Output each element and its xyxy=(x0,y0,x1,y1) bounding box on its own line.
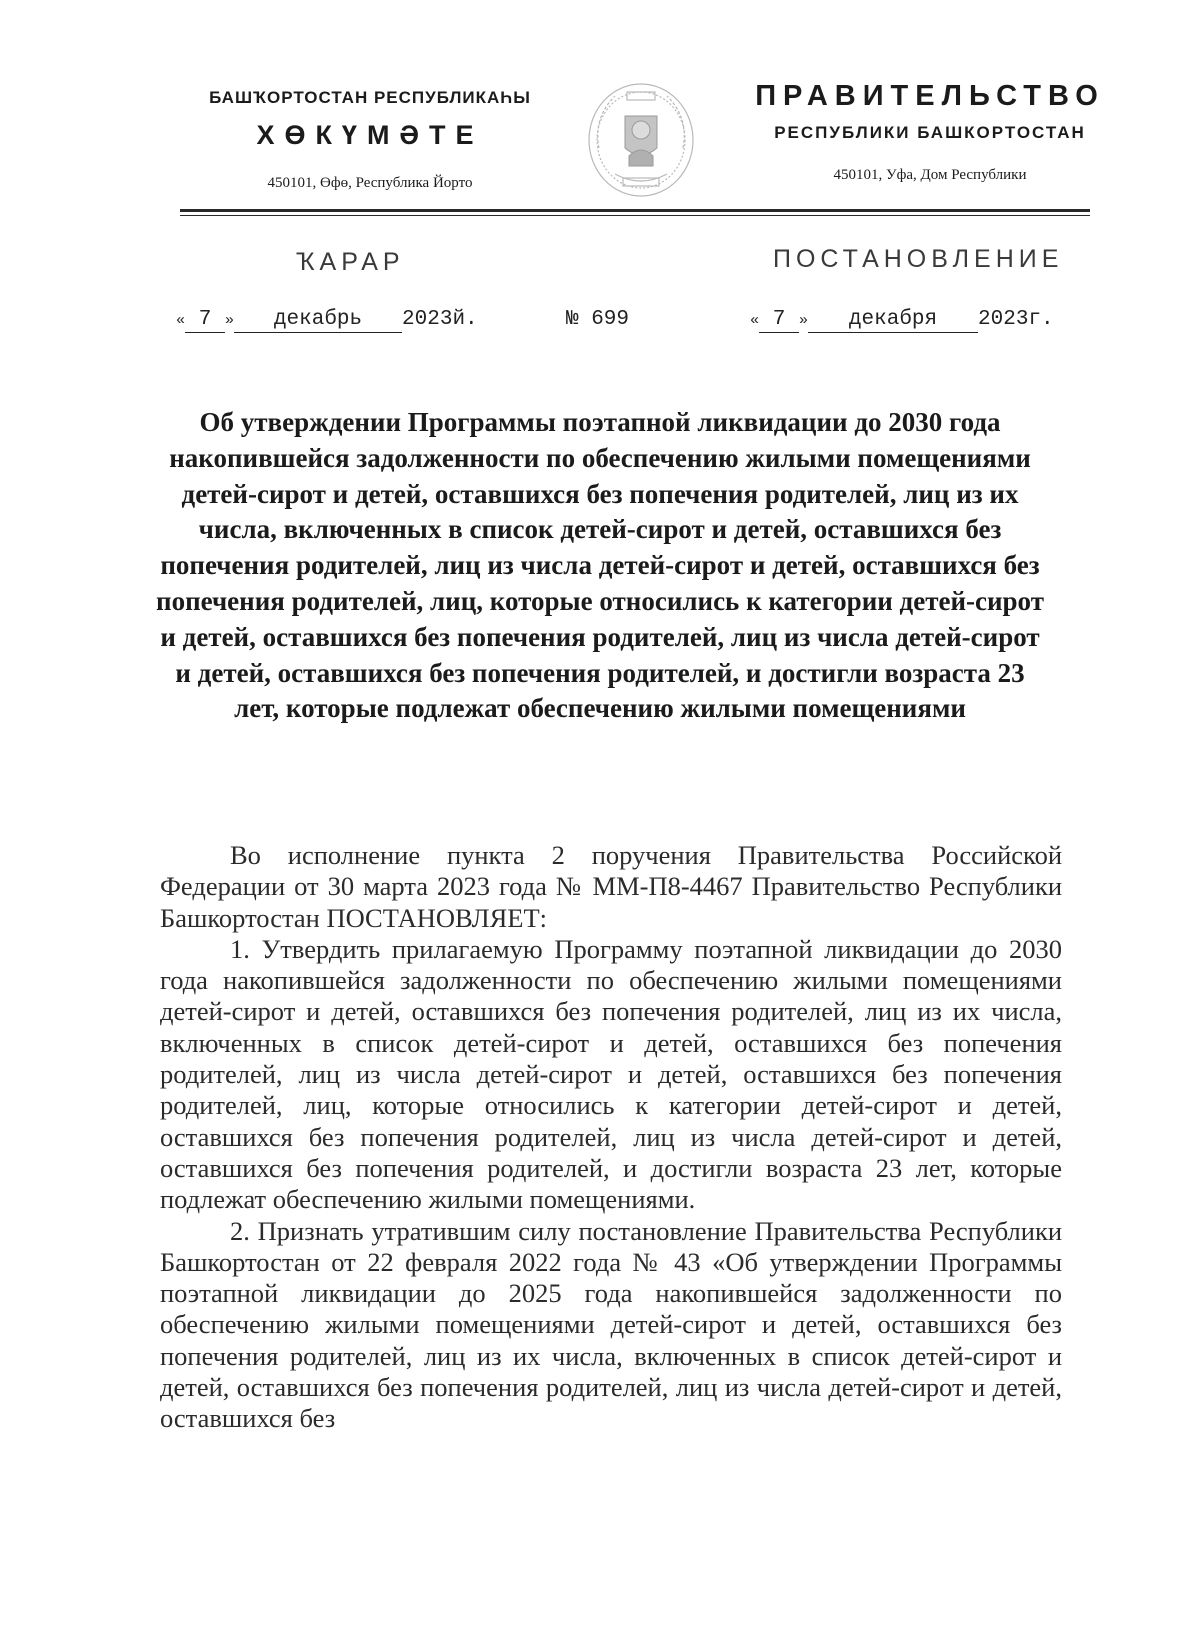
date-year: 2023й. xyxy=(402,308,478,331)
header-rule-thin xyxy=(180,215,1090,216)
date-russian xyxy=(750,308,1054,333)
paragraph-intro: Во исполнение пункта 2 поручения Правительства Российской Федерации от 30 марта 2023 года № ММ-П8-4467 Правительство Республики Башкортостан ПОСТАНОВЛЯЕТ: xyxy=(160,840,1062,933)
date-day: 7 xyxy=(759,308,799,333)
letterhead-russian xyxy=(740,80,1120,184)
date-month: декабрь xyxy=(234,308,402,333)
date-close-quote: » xyxy=(225,312,235,329)
letterhead-bashkir xyxy=(170,88,570,192)
date-close-quote: » xyxy=(799,312,809,329)
address-russian: 450101, Уфа, Дом Республики xyxy=(833,167,1027,183)
date-day: 7 xyxy=(185,308,225,333)
paragraph-item-1: 1. Утвердить прилагаемую Программу поэтапной ликвидации до 2030 года накопившейся задолженности по обеспечению жилыми помещениями детей-сирот и детей, оставшихся без попечения родителей, лиц из их числа, включенных в список детей-сирот и детей, оставшихся без попечения родителей, лиц из числа детей-сирот и детей, оставшихся без попечения родителей, лиц, которые относились к категории детей-сирот и детей, оставшихся без попечения родителей, лиц из числа детей-сирот и детей, оставшихся без попечения родителей, и достигли возраста 23 лет, которые подлежат обеспечению жилыми помещениями. xyxy=(160,933,1062,1215)
date-open-quote: « xyxy=(750,312,760,329)
date-month: декабря xyxy=(808,308,978,333)
org-name-russian-line2: РЕСПУБЛИКИ БАШКОРТОСТАН xyxy=(774,123,1086,142)
address-bashkir: 450101, Өфө, Республика Йорто xyxy=(267,175,473,191)
org-name-bashkir-line1: БАШҠОРТОСТАН РЕСПУБЛИКАҺЫ xyxy=(209,88,531,107)
org-name-russian-line1: ПРАВИТЕЛЬСТВО xyxy=(755,80,1105,112)
header-rule-thick xyxy=(180,209,1090,212)
date-year: 2023г. xyxy=(978,308,1054,331)
doc-type-bashkir: ҠАРАР xyxy=(296,248,405,276)
document-number: № 699 xyxy=(566,308,630,331)
date-open-quote: « xyxy=(176,312,186,329)
paragraph-item-2: 2. Признать утратившим силу постановление Правительства Республики Башкортостан от 22 февраля 2022 года № 43 «Об утверждении Программы поэтапной ликвидации до 2025 года накопившейся задолженности по обеспечению жилыми помещениями детей-сирот и детей, оставшихся без попечения родителей, лиц из их числа, включенных в список детей-сирот и детей, оставшихся без попечения родителей, лиц из числа детей-сирот и детей, оставшихся без xyxy=(160,1215,1062,1434)
document-heading: Об утверждении Программы поэтапной ликвидации до 2030 года накопившейся задолженности по обеспечению жилыми помещениями детей-сирот и детей, оставшихся без попечения родителей, лиц из их числа, включенных в список детей-сирот и детей, оставшихся без попечения родителей, лиц из числа детей-сирот и детей, оставшихся без попечения родителей, лиц, которые относились к категории детей-сирот и детей, оставшихся без попечения родителей, лиц из числа детей-сирот и детей, оставшихся без попечения родителей, и достигли возраста 23 лет, которые подлежат обеспечению жилыми помещениями xyxy=(156,407,1044,724)
doc-type-russian: ПОСТАНОВЛЕНИЕ xyxy=(773,245,1064,273)
org-name-bashkir-line2: ХӨКҮМӘТЕ xyxy=(256,120,484,150)
date-bashkir xyxy=(176,308,478,333)
document-body xyxy=(160,840,1062,1435)
coat-of-arms-emblem-icon xyxy=(585,78,697,200)
